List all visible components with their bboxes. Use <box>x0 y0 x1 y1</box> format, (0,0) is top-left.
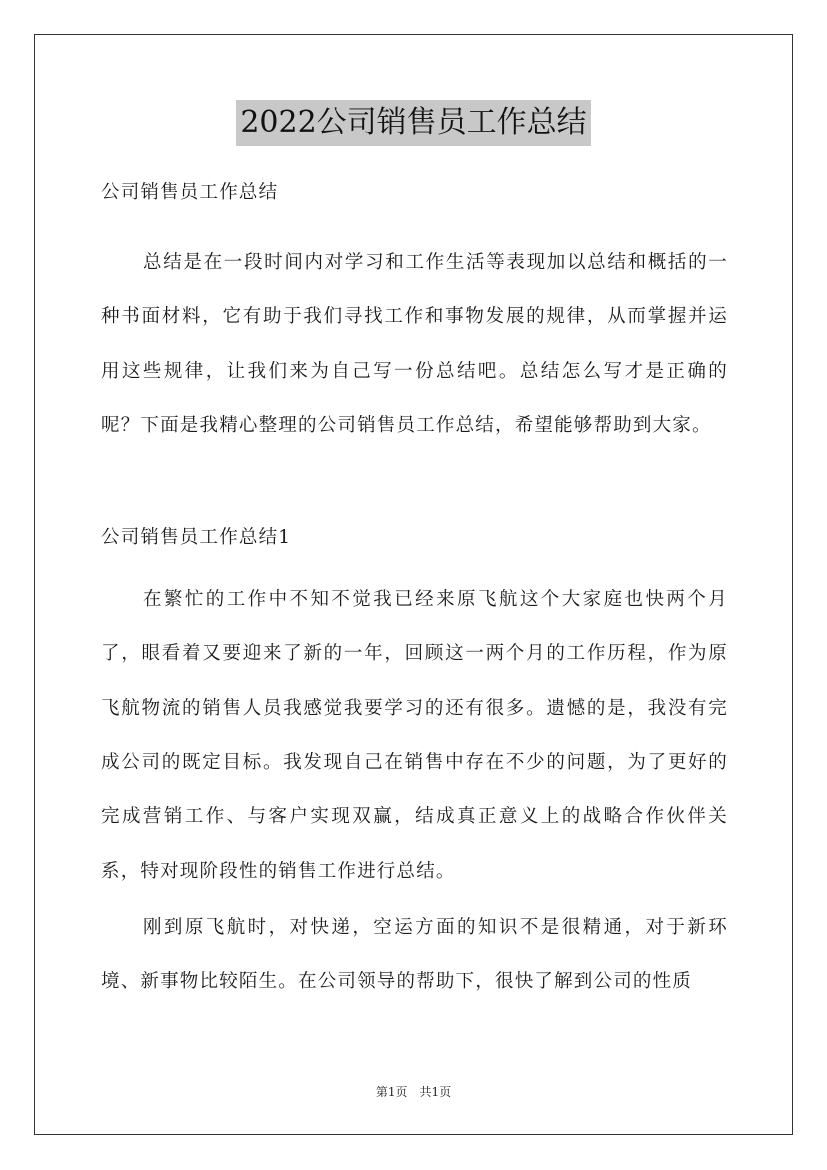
document-title: 2022公司销售员工作总结 <box>236 100 590 146</box>
section-1-paragraph-1: 在繁忙的工作中不知不觉我已经来原飞航这个大家庭也快两个月了，眼看着又要迎来了新的一年，回顾这一两个月的工作历程，作为原飞航物流的销售人员我感觉我要学习的还有很多。遗憾的是，我没有完成公司的既定目标。我发现自己在销售中存在不少的问题，为了更好的完成营销工作、与客户实现双赢，结成真正意义上的战略合作伙伴关系，特对现阶段性的销售工作进行总结。 <box>101 589 728 882</box>
page-footer <box>0 1082 827 1102</box>
page-number: 第1页 <box>375 1085 408 1099</box>
intro-paragraph: 总结是在一段时间内对学习和工作生活等表现加以总结和概括的一种书面材料，它有助于我们寻找工作和事物发展的规律，从而掌握并运用这些规律，让我们来为自己写一份总结吧。总结怎么写才是正确的呢？下面是我精心整理的公司销售员工作总结，希望能够帮助到大家。 <box>101 252 728 436</box>
intro-heading: 公司销售员工作总结 <box>101 182 279 203</box>
document-body <box>101 170 728 1010</box>
section-gap <box>101 453 728 515</box>
title-container <box>0 100 827 146</box>
page-total: 共1页 <box>419 1085 452 1099</box>
section-1-heading: 公司销售员工作总结1 <box>101 527 292 549</box>
section-1-paragraph-2: 刚到原飞航时，对快递，空运方面的知识不是很精通，对于新环境、新事物比较陌生。在公司领导的帮助下，很快了解到公司的性质 <box>101 916 728 993</box>
